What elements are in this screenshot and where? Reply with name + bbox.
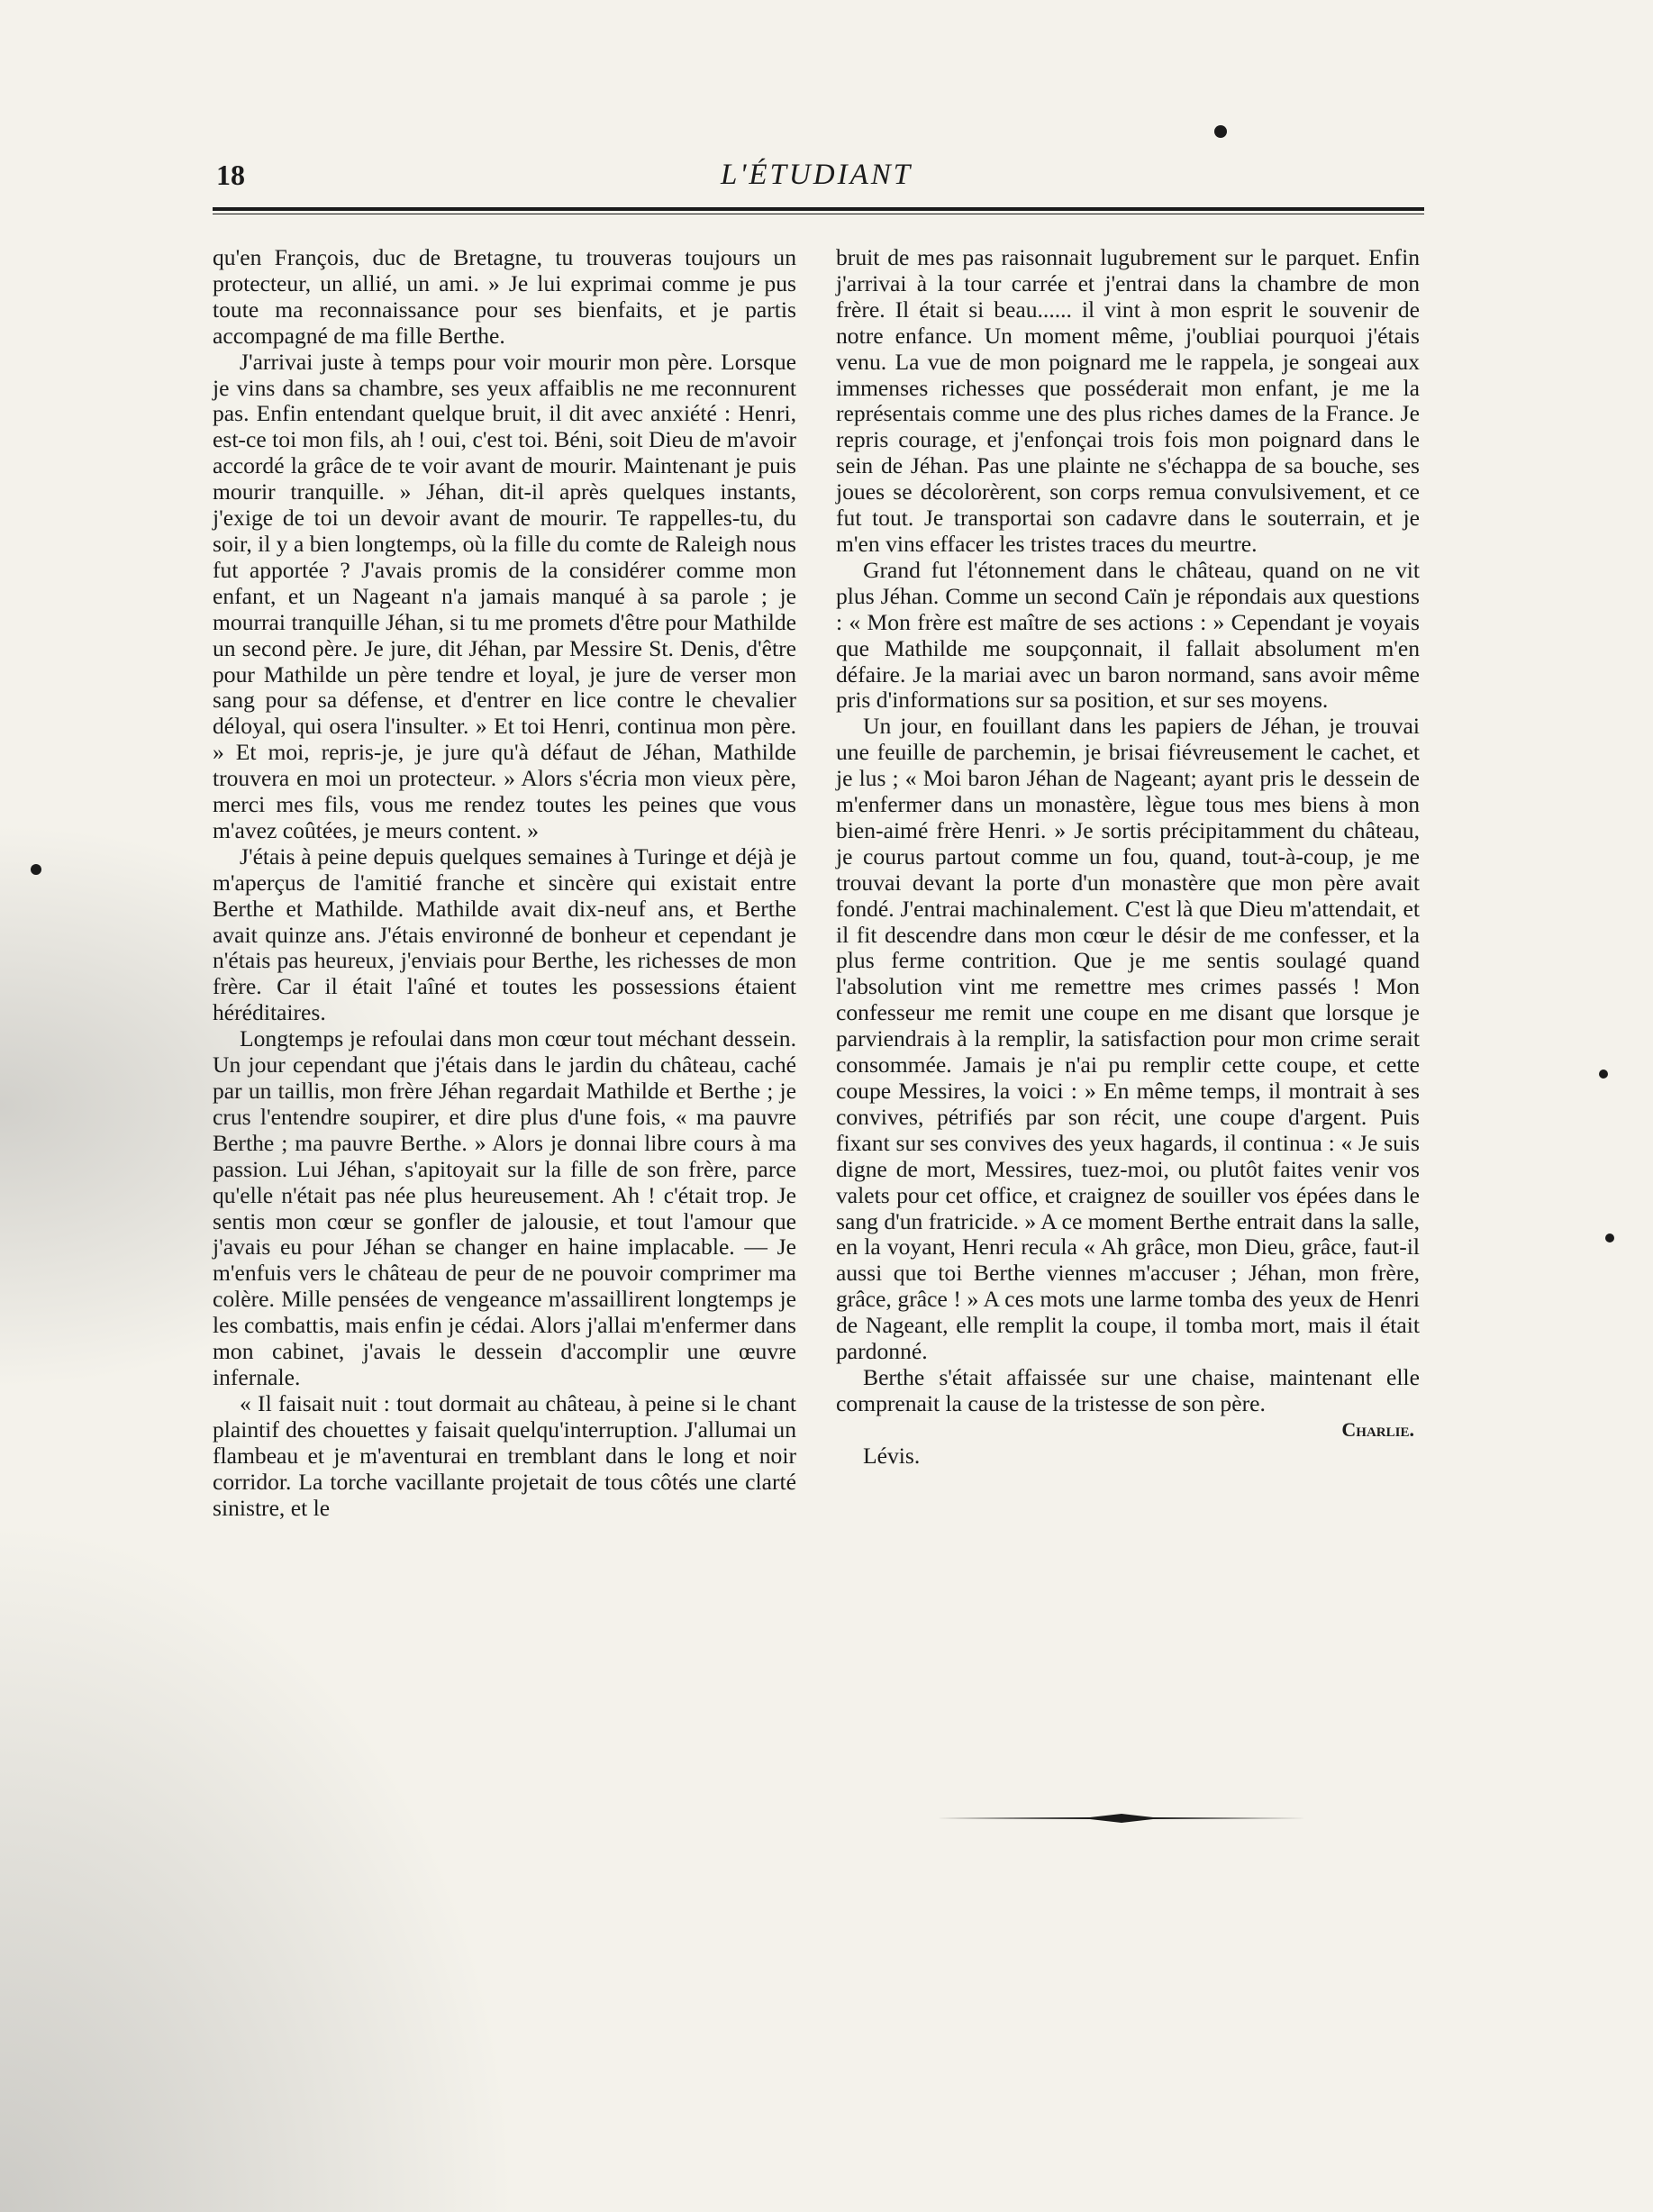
paragraph: Longtemps je refoulai dans mon cœur tout méchant dessein. Un jour cependant que j'étais dans le jardin du château, caché par un taillis, mon frère Jéhan regardait Mathilde et Berthe ; je crus l'entendre soupirer, et dire plus d'une fois, « ma pauvre Berthe ; ma pauvre Berthe. » Alors je donnai libre cours à ma passion. Lui Jéhan, s'apitoyait sur la fille de son frère, parce qu'elle n'était pas née plus heureusement. Ah ! c'était trop. Je sentis mon cœur se gonfler de jalousie, et tout l'amour que j'avais eu pour Jéhan se changer en haine implacable. — Je m'enfuis vers le château de peur de ne pouvoir comprimer ma colère. Mille pensées de vengeance m'assaillirent longtemps je les combattis, mais enfin je cédai. Alors j'allai m'enfermer dans mon cabinet, j'avais le dessein d'accomplir une œuvre infernale. [213, 1025, 796, 1390]
right-column [836, 245, 1420, 1470]
page-number: 18 [216, 159, 245, 191]
paragraph: qu'en François, duc de Bretagne, tu trouveras toujours un protecteur, un allié, un ami. » Je lui exprimai comme je pus toute ma reconnaissance pour ses bienfaits, et je partis accompagné de ma fille Berthe. [213, 244, 796, 349]
running-title: L'ÉTUDIANT [721, 159, 913, 191]
paragraph: Grand fut l'étonnement dans le château, quand on ne vit plus Jéhan. Comme un second Caïn je répondais aux questions : « Mon frère est maître de ses actions : » Cependant je voyais que Mathilde me soupçonnait, il fallait absolument m'en défaire. Je la mariai avec un baron normand, sans avoir même pris d'informations sur sa position, et sur ses moyens. [836, 556, 1420, 714]
left-column [213, 245, 796, 1521]
paragraph: Un jour, en fouillant dans les papiers de Jéhan, je trouvai une feuille de parchemin, je brisai fiévreusement le cachet, et je lus ; « Moi baron Jéhan de Nageant; ayant pris le dessein de m'enfermer dans un monastère, lègue tous mes biens à mon bien-aimé frère Henri. » Je sortis précipitamment du château, je courus partout comme un fou, quand, tout-à-coup, je me trouvai devant la porte d'un monastère que mon père avait fondé. J'entrai machinalement. C'est là que Dieu m'attendait, et il fit descendre dans mon cœur le désir de me confesser, et la plus ferme contrition. Que je me sentis soulagé quand l'absolution vint me remettre mes crimes passés ! Mon confesseur me remit une coupe en me disant que lorsque je parviendrais à la remplir, la satisfaction pour mon crime serait consommée. Jamais je n'ai pu remplir cette coupe, et cette coupe Messires, la voici : » En même temps, il montrait à ses convives, pétrifiés par son récit, une coupe d'argent. Puis fixant sur ses convives des yeux hagards, il continua : « Je suis digne de mort, Messires, tuez-moi, ou plutôt faites venir vos valets pour cet office, et craignez de souiller vos épées dans le sang d'un fratricide. » A ce moment Berthe entrait dans la salle, en la voyant, Henri recula « Ah grâce, mon Dieu, grâce, faut-il aussi que toi Berthe viennes m'accuser ; Jéhan, mon frère, grâce, grâce ! » A ces mots une larme tomba des yeux de Henri de Nageant, elle remplit la coupe, il tomba mort, mais il était pardonné. [836, 713, 1420, 1365]
paragraph: J'étais à peine depuis quelques semaines à Turinge et déjà je m'aperçus de l'amitié franche et sincère qui existait entre Berthe et Mathilde. Mathilde avait dix-neuf ans, et Berthe avait quinze ans. J'étais environné de bonheur et cependant je n'étais pas heureux, j'enviais pour Berthe, les richesses de mon frère. Car il était l'aîné et toutes les possessions étaient héréditaires. [213, 842, 796, 1026]
page-header [216, 159, 1423, 200]
header-rule [213, 207, 1424, 214]
paragraph: « Il faisait nuit : tout dormait au château, à peine si le chant plaintif des chouettes y faisait quelqu'interruption. J'allumai un flambeau et je m'aventurai en tremblant dans le long et noir corridor. La torche vacillante projetait de tous côtés une clarté sinistre, et le [213, 1389, 796, 1521]
paragraph: Berthe s'était affaissée sur une chaise, maintenant elle comprenait la cause de la tristesse de son père. [836, 1363, 1420, 1416]
paragraph: bruit de mes pas raisonnait lugubrement sur le parquet. Enfin j'arrivai à la tour carrée et j'entrai dans la chambre de mon frère. Il était si beau...... il vint à mon esprit le souvenir de notre enfance. Un moment même, j'oubliai pourquoi j'étais venu. La vue de mon poignard me le rappela, je songeai aux immenses richesses que posséderait mon enfant, je me la représentais comme une des plus riches dames de la France. Je repris courage, et j'enfonçai trois fois mon poignard dans le sein de Jéhan. Pas une plainte ne s'échappa de sa bouche, ses joues se décolorèrent, son corps remua convulsivement, et ce fut tout. Je transportai son cadavre dans le souterrain, et je m'en vins effacer les tristes traces du meurtre. [836, 244, 1420, 557]
paragraph: J'arrivai juste à temps pour voir mourir mon père. Lorsque je vins dans sa chambre, ses yeux affaiblis ne me reconnurent pas. Enfin entendant quelque bruit, il dit avec anxiété : Henri, est-ce toi mon fils, ah ! oui, c'est toi. Béni, soit Dieu de m'avoir accordé la grâce de te voir avant de mourir. Maintenant je puis mourir tranquille. » Jéhan, dit-il après quelques instants, j'exige de toi un devoir avant de mourir. Te rappelles-tu, du soir, il y a bien longtemps, où la fille du comte de Raleigh nous fut apportée ? J'avais promis de la considérer comme mon enfant, et un Nageant n'a jamais manqué à sa parole ; je mourrai tranquille Jéhan, si tu me promets d'être pour Mathilde un second père. Je jure, dit Jéhan, par Messire St. Denis, d'être pour Mathilde un père tendre et loyal, je jure de verser mon sang pour sa défense, et d'entrer en lice contre le chevalier déloyal, qui osera l'insulter. » Et toi Henri, continua mon père. » Et moi, repris-je, je jure qu'à défaut de Jéhan, Mathilde trouvera en moi un protecteur. » Alors s'écria mon vieux père, merci mes fils, vous me rendez toutes les peines que vous m'avez coûtées, je meurs content. » [213, 348, 796, 843]
end-ornament [937, 1811, 1306, 1825]
author-signature: Charlie. [1341, 1417, 1414, 1441]
location-line: Lévis. [863, 1442, 921, 1469]
